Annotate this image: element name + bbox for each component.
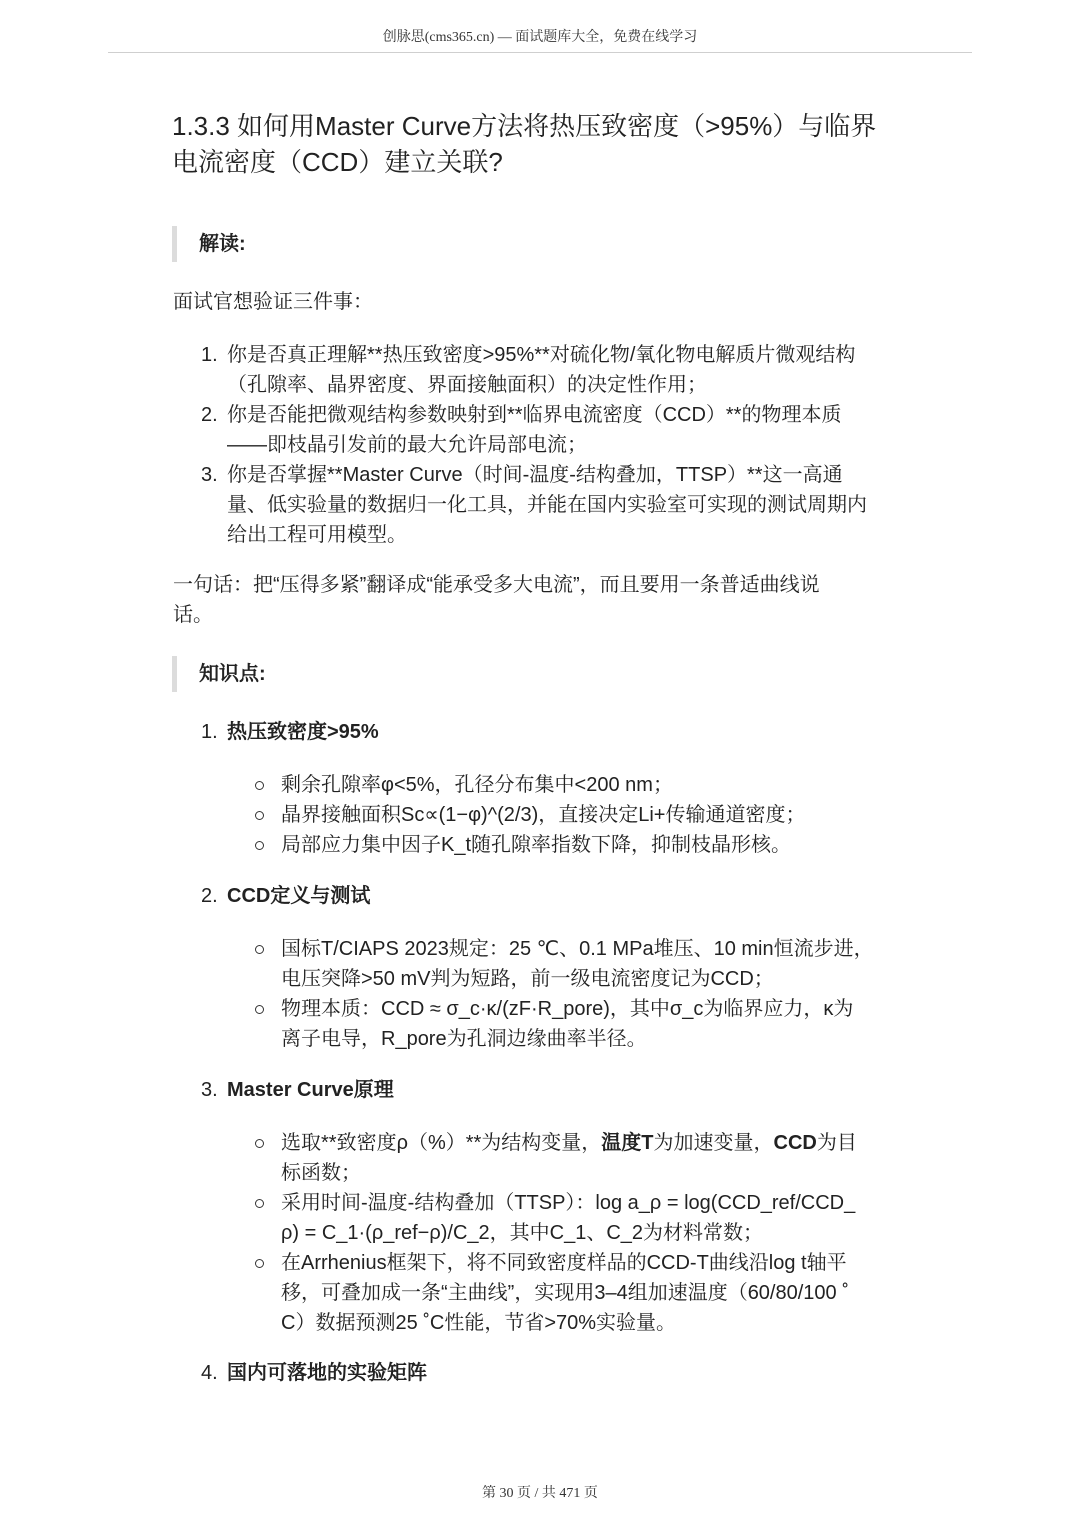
- knowledge-list-1: [253, 770, 925, 860]
- list-text: ρ) = C_1·(ρ_ref−ρ)/C_2，其中C_1、C_2为材料常数；: [281, 1222, 764, 1244]
- interpret-intro: 面试官想验证三件事：: [173, 291, 373, 313]
- list-text: 局部应力集中因子K_t随孔隙率指数下降，抑制枝晶形核。: [281, 834, 792, 856]
- list-item: [253, 830, 925, 860]
- list-number: 3.: [201, 464, 218, 486]
- list-text: 在Arrhenius框架下，将不同致密度样品的CCD-T曲线沿log t轴平: [281, 1252, 847, 1274]
- knowledge-list-3: [253, 1128, 925, 1338]
- knowledge-list-2: [253, 934, 925, 1054]
- heading-number: 1.: [201, 721, 218, 743]
- knowledge-heading-2: [201, 881, 370, 911]
- list-text: C）数据预测25 ˚C性能，节省>70%实验量。: [281, 1312, 677, 1334]
- list-text: （孔隙率、晶界密度、界面接触面积）的决定性作用；: [227, 374, 707, 396]
- list-text: 剩余孔隙率φ<5%，孔径分布集中<200 nm；: [281, 774, 673, 796]
- list-item: [253, 994, 925, 1054]
- list-item: [201, 340, 931, 400]
- page-footer: 第 30 页 / 共 471 页: [482, 1486, 598, 1501]
- list-text: 量、低实验量的数据归一化工具，并能在国内实验室可实现的测试周期内: [227, 494, 867, 516]
- list-text: 晶界接触面积Sc∝(1−φ)^(2/3)，直接决定Li+传输通道密度；: [281, 804, 806, 826]
- title-line-1: 1.3.3 如何用Master Curve方法将热压致密度（>95%）与临界: [172, 111, 877, 141]
- heading-number: 3.: [201, 1079, 218, 1101]
- bullet-circle-icon: [255, 1005, 264, 1014]
- list-number: 1.: [201, 344, 218, 366]
- bullet-circle-icon: [255, 811, 264, 820]
- heading-title: 国内可落地的实验矩阵: [227, 1362, 427, 1384]
- list-item: [253, 770, 925, 800]
- list-text: 你是否掌握**Master Curve（时间-温度-结构叠加，TTSP）**这一高通: [227, 464, 843, 486]
- list-number: 2.: [201, 404, 218, 426]
- list-text: 电压突降>50 mV判为短路，前一级电流密度记为CCD；: [281, 968, 774, 990]
- list-text: 你是否真正理解**热压致密度>95%**对硫化物/氧化物电解质片微观结构: [227, 344, 856, 366]
- page-header: 创脉思(cms365.cn) — 面试题库大全，免费在线学习: [382, 30, 698, 45]
- list-text: 你是否能把微观结构参数映射到**临界电流密度（CCD）**的物理本质: [227, 404, 842, 426]
- list-item: [253, 1188, 925, 1248]
- knowledge-heading-3: [201, 1075, 394, 1105]
- interpret-list: [201, 340, 931, 550]
- list-text: 采用时间-温度-结构叠加（TTSP）：log a_ρ = log(CCD_ref/CCD_: [281, 1192, 856, 1214]
- list-text: 移，可叠加成一条“主曲线”，实现用3–4组加速温度（60/80/100 ˚: [281, 1282, 849, 1304]
- list-text: 为目: [816, 1132, 857, 1154]
- list-item: [253, 1128, 925, 1188]
- list-item: [201, 460, 931, 550]
- list-text: 为加速变量，: [653, 1132, 774, 1154]
- bold-term: CCD: [773, 1132, 817, 1154]
- section-heading-knowledge: 知识点:: [172, 656, 266, 692]
- list-text: 给出工程可用模型。: [227, 524, 407, 546]
- page-title: [172, 108, 932, 180]
- list-text: 离子电导，R_pore为孔洞边缘曲率半径。: [281, 1028, 647, 1050]
- knowledge-heading-4: [201, 1358, 427, 1388]
- list-item: [253, 800, 925, 830]
- list-item: [201, 400, 931, 460]
- heading-number: 2.: [201, 885, 218, 907]
- interpret-summary: [173, 570, 913, 630]
- bullet-circle-icon: [255, 945, 264, 954]
- title-line-2: 电流密度（CCD）建立关联?: [172, 147, 503, 177]
- knowledge-heading-1: [201, 717, 379, 747]
- section-heading-interpret: 解读:: [172, 226, 246, 262]
- bold-term: 温度T: [601, 1132, 654, 1154]
- bullet-circle-icon: [255, 1199, 264, 1208]
- heading-title: 热压致密度>95%: [227, 721, 379, 743]
- summary-line-2: 话。: [173, 604, 213, 626]
- heading-title: Master Curve原理: [227, 1079, 394, 1101]
- list-text: 国标T/CIAPS 2023规定：25 ℃、0.1 MPa堆压、10 min恒流步进，: [281, 938, 874, 960]
- list-text: ——即枝晶引发前的最大允许局部电流；: [227, 434, 587, 456]
- bullet-circle-icon: [255, 841, 264, 850]
- list-text: 选取**致密度ρ（%）**为结构变量，: [281, 1132, 602, 1154]
- summary-line-1: 一句话：把“压得多紧”翻译成“能承受多大电流”，而且要用一条普适曲线说: [173, 574, 820, 596]
- heading-title: CCD定义与测试: [227, 885, 371, 907]
- list-item: [253, 1248, 925, 1338]
- list-item: [253, 934, 925, 994]
- heading-number: 4.: [201, 1362, 218, 1384]
- bullet-circle-icon: [255, 1139, 264, 1148]
- list-text: 标函数；: [281, 1162, 361, 1184]
- list-text: 物理本质：CCD ≈ σ_c·κ/(zF·R_pore)，其中σ_c为临界应力，κ为: [281, 998, 854, 1020]
- bullet-circle-icon: [255, 1259, 264, 1268]
- header-divider: [108, 52, 972, 53]
- bullet-circle-icon: [255, 781, 264, 790]
